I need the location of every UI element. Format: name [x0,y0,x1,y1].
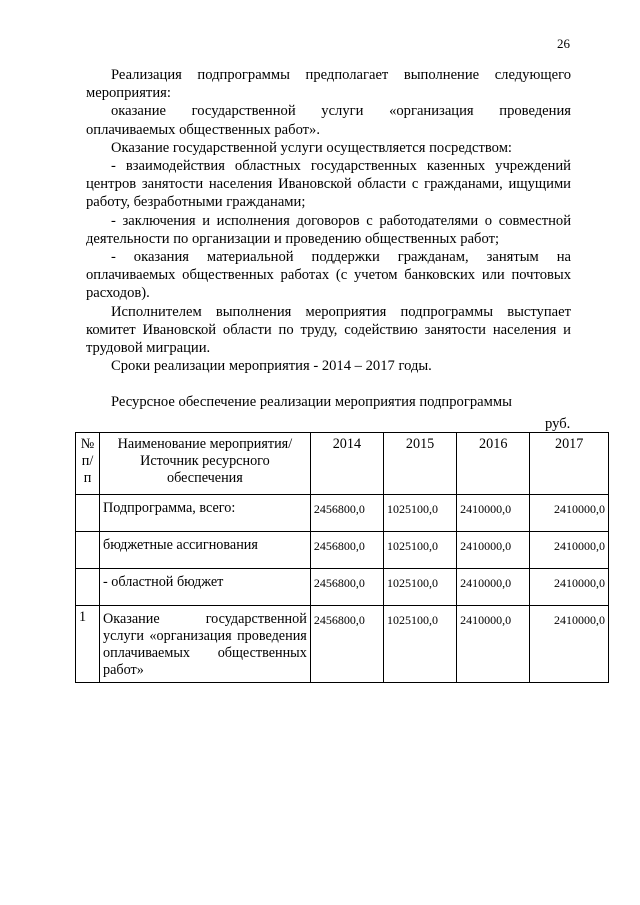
table-row [76,569,609,606]
cell-2014: 2456800,0 [310,495,383,532]
table-row [76,532,609,569]
table-row [76,495,609,532]
header-2016: 2016 [457,433,530,495]
resource-table [75,432,609,683]
paragraph-executor: Исполнителем выполнения мероприятия подпрограммы выступает комитет Ивановской области по труду, содействию занятости населения и трудовой миграции. [86,303,571,357]
cell-2015: 1025100,0 [383,606,456,683]
paragraph-item-interaction: - взаимодействия областных государственных казенных учреждений центров занятости населения Ивановской области с гражданами, ищущими работу, безработными гражданами; [86,158,571,211]
cell-2014: 2456800,0 [310,532,383,569]
paragraph-means: Оказание государственной услуги осуществляется посредством: [111,139,512,156]
cell-2014: 2456800,0 [310,569,383,606]
section-title: Ресурсное обеспечение реализации мероприятия подпрограммы [111,394,512,411]
cell-name: Оказание государственной услуги «организация проведения оплачиваемых общественных работ» [100,606,311,683]
paragraph-intro: Реализация подпрограммы предполагает выполнение следующего мероприятия: [86,67,571,102]
cell-no [76,495,100,532]
page-number: 26 [557,36,570,51]
cell-2017: 2410000,0 [530,569,609,606]
paragraph-period: Сроки реализации мероприятия - 2014 – 2017 годы. [111,358,432,375]
paragraph-item-contracts: - заключения и исполнения договоров с работодателями о совместной деятельности по организации и проведению общественных работ; [86,212,571,247]
unit-label: руб. [545,416,571,432]
cell-no [76,569,100,606]
header-2015: 2015 [383,433,456,495]
spacer [86,375,571,393]
document-body [86,66,571,412]
cell-no [76,532,100,569]
table-header-row [76,433,609,495]
cell-2017: 2410000,0 [530,606,609,683]
cell-name: - областной бюджет [100,569,311,606]
cell-2016: 2410000,0 [457,569,530,606]
cell-2016: 2410000,0 [457,532,530,569]
cell-name: бюджетные ассигнования [100,532,311,569]
cell-name: Подпрограмма, всего: [100,495,311,532]
table-row [76,606,609,683]
header-2014: 2014 [310,433,383,495]
paragraph-service: оказание государственной услуги «организация проведения оплачиваемых общественных работ». [86,103,571,138]
cell-2017: 2410000,0 [530,495,609,532]
header-2017: 2017 [530,433,609,495]
cell-2016: 2410000,0 [457,495,530,532]
cell-2017: 2410000,0 [530,532,609,569]
cell-2015: 1025100,0 [383,532,456,569]
cell-2015: 1025100,0 [383,569,456,606]
cell-2015: 1025100,0 [383,495,456,532]
cell-2016: 2410000,0 [457,606,530,683]
header-no: № п/п [76,433,100,495]
cell-no: 1 [76,606,100,683]
paragraph-item-support: - оказания материальной поддержки гражданам, занятым на оплачиваемых общественных работах (с учетом банковских или почтовых расходов). [86,249,571,302]
cell-2014: 2456800,0 [310,606,383,683]
header-name: Наименование мероприятия/Источник ресурсного обеспечения [100,433,311,495]
